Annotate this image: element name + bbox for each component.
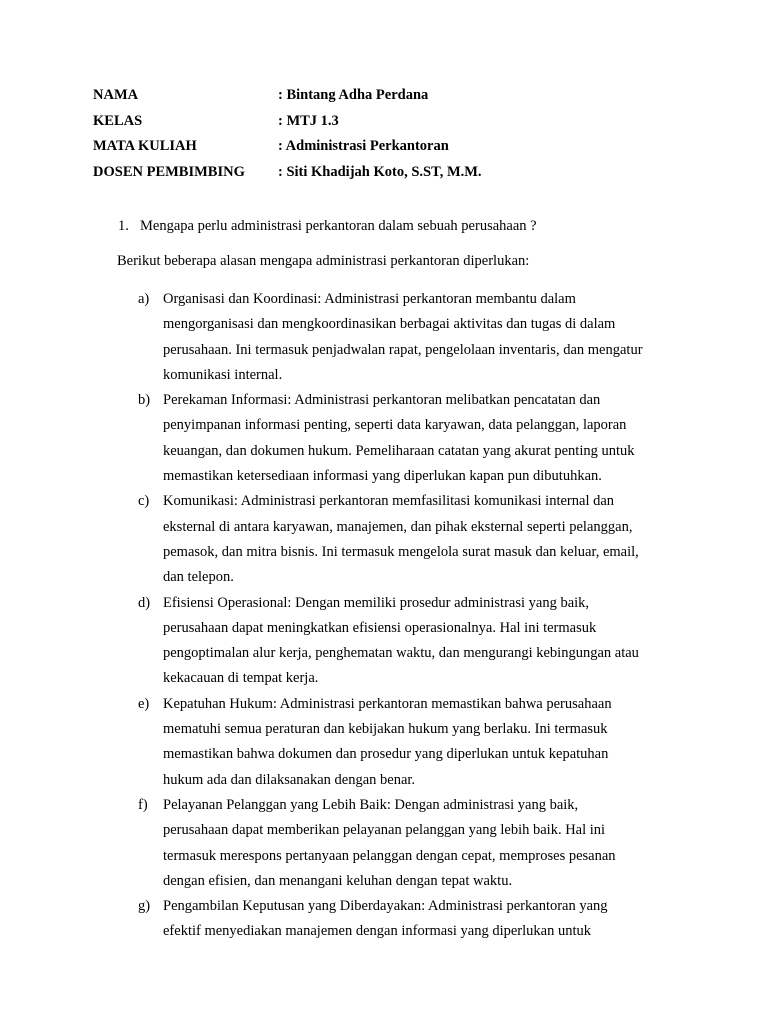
name-label: NAMA: [93, 87, 139, 103]
question-number: 1.: [118, 218, 129, 234]
item-line: Efisiensi Operasional: Dengan memiliki prosedur administrasi yang baik,: [163, 594, 590, 611]
item-line: Pelayanan Pelanggan yang Lebih Baik: Dengan administrasi yang baik,: [163, 796, 579, 813]
reasons-list: [138, 287, 683, 945]
list-item: [138, 692, 683, 793]
list-item: [138, 894, 683, 945]
item-line: Perekaman Informasi: Administrasi perkantoran melibatkan pencatatan dan: [163, 392, 601, 409]
item-line: mengorganisasi dan mengkoordinasikan berbagai aktivitas dan tugas di dalam: [163, 316, 616, 333]
course-label: MATA KULIAH: [93, 138, 197, 155]
item-line: memastikan ketersediaan informasi yang diperlukan kapan pun dibutuhkan.: [163, 468, 602, 485]
header-row-lecturer: [93, 162, 693, 188]
item-line: hukum ada dan dilaksanakan dengan benar.: [163, 771, 416, 788]
class-label: KELAS: [93, 112, 143, 129]
item-line: mematuhi semua peraturan dan kebijakan hukum yang berlaku. Ini termasuk: [163, 721, 608, 738]
item-line: komunikasi internal.: [163, 366, 283, 383]
item-line: efektif menyediakan manajemen dengan informasi yang diperlukan untuk: [163, 923, 592, 940]
item-line: dan telepon.: [163, 569, 234, 586]
answer-intro: Berikut beberapa alasan mengapa administrasi perkantoran diperlukan:: [117, 253, 530, 269]
item-line: memastikan bahwa dokumen dan prosedur yang diperlukan untuk kepatuhan: [163, 746, 609, 763]
item-line: dengan efisien, dan menangani keluhan dengan tepat waktu.: [163, 872, 513, 889]
item-line: perusahaan dapat meningkatkan efisiensi operasionalnya. Hal ini termasuk: [163, 619, 597, 636]
item-marker: f): [138, 796, 148, 813]
list-item: [138, 287, 683, 388]
list-item: [138, 489, 683, 590]
item-line: eksternal di antara karyawan, manajemen, dan pihak eksternal seperti pelanggan,: [163, 518, 633, 535]
item-line: Pengambilan Keputusan yang Diberdayakan: Administrasi perkantoran yang: [163, 898, 608, 915]
header-row-class: [93, 111, 693, 137]
item-line: perusahaan. Ini termasuk penjadwalan rapat, pengelolaan inventaris, dan mengatur: [163, 341, 643, 358]
student-info-header: [93, 85, 693, 188]
item-line: Komunikasi: Administrasi perkantoran memfasilitasi komunikasi internal dan: [163, 493, 615, 510]
class-value: : MTJ 1.3: [278, 112, 339, 129]
course-value: : Administrasi Perkantoran: [278, 138, 449, 155]
item-line: keuangan, dan dokumen hukum. Pemeliharaan catatan yang akurat penting untuk: [163, 442, 635, 459]
item-marker: c): [138, 493, 150, 510]
item-marker: b): [138, 392, 151, 409]
lecturer-label: DOSEN PEMBIMBING: [93, 164, 245, 181]
list-item: [138, 591, 683, 692]
list-item: [138, 793, 683, 894]
item-line: penyimpanan informasi penting, seperti data karyawan, data pelanggan, laporan: [163, 417, 627, 434]
name-value: : Bintang Adha Perdana: [278, 87, 429, 103]
item-line: pemasok, dan mitra bisnis. Ini termasuk mengelola surat masuk dan keluar, email,: [163, 543, 639, 560]
item-line: perusahaan dapat memberikan pelayanan pelanggan yang lebih baik. Hal ini: [163, 822, 606, 839]
item-marker: g): [138, 898, 151, 915]
list-item: [138, 388, 683, 489]
item-line: termasuk merespons pertanyaan pelanggan dengan cepat, memproses pesanan: [163, 847, 616, 864]
item-marker: d): [138, 594, 151, 611]
lecturer-value: : Siti Khadijah Koto, S.ST, M.M.: [278, 164, 482, 181]
header-row-course: [93, 136, 693, 162]
item-marker: e): [138, 695, 150, 712]
item-line: Organisasi dan Koordinasi: Administrasi perkantoran membantu dalam: [163, 291, 576, 307]
header-row-name: [93, 85, 693, 111]
item-marker: a): [138, 291, 150, 307]
item-line: Kepatuhan Hukum: Administrasi perkantoran memastikan bahwa perusahaan: [163, 695, 612, 712]
item-line: kekacauan di tempat kerja.: [163, 670, 319, 687]
question-text: Mengapa perlu administrasi perkantoran dalam sebuah perusahaan ?: [140, 218, 537, 234]
item-line: pengoptimalan alur kerja, penghematan waktu, dan mengurangi kebingungan atau: [163, 645, 639, 662]
